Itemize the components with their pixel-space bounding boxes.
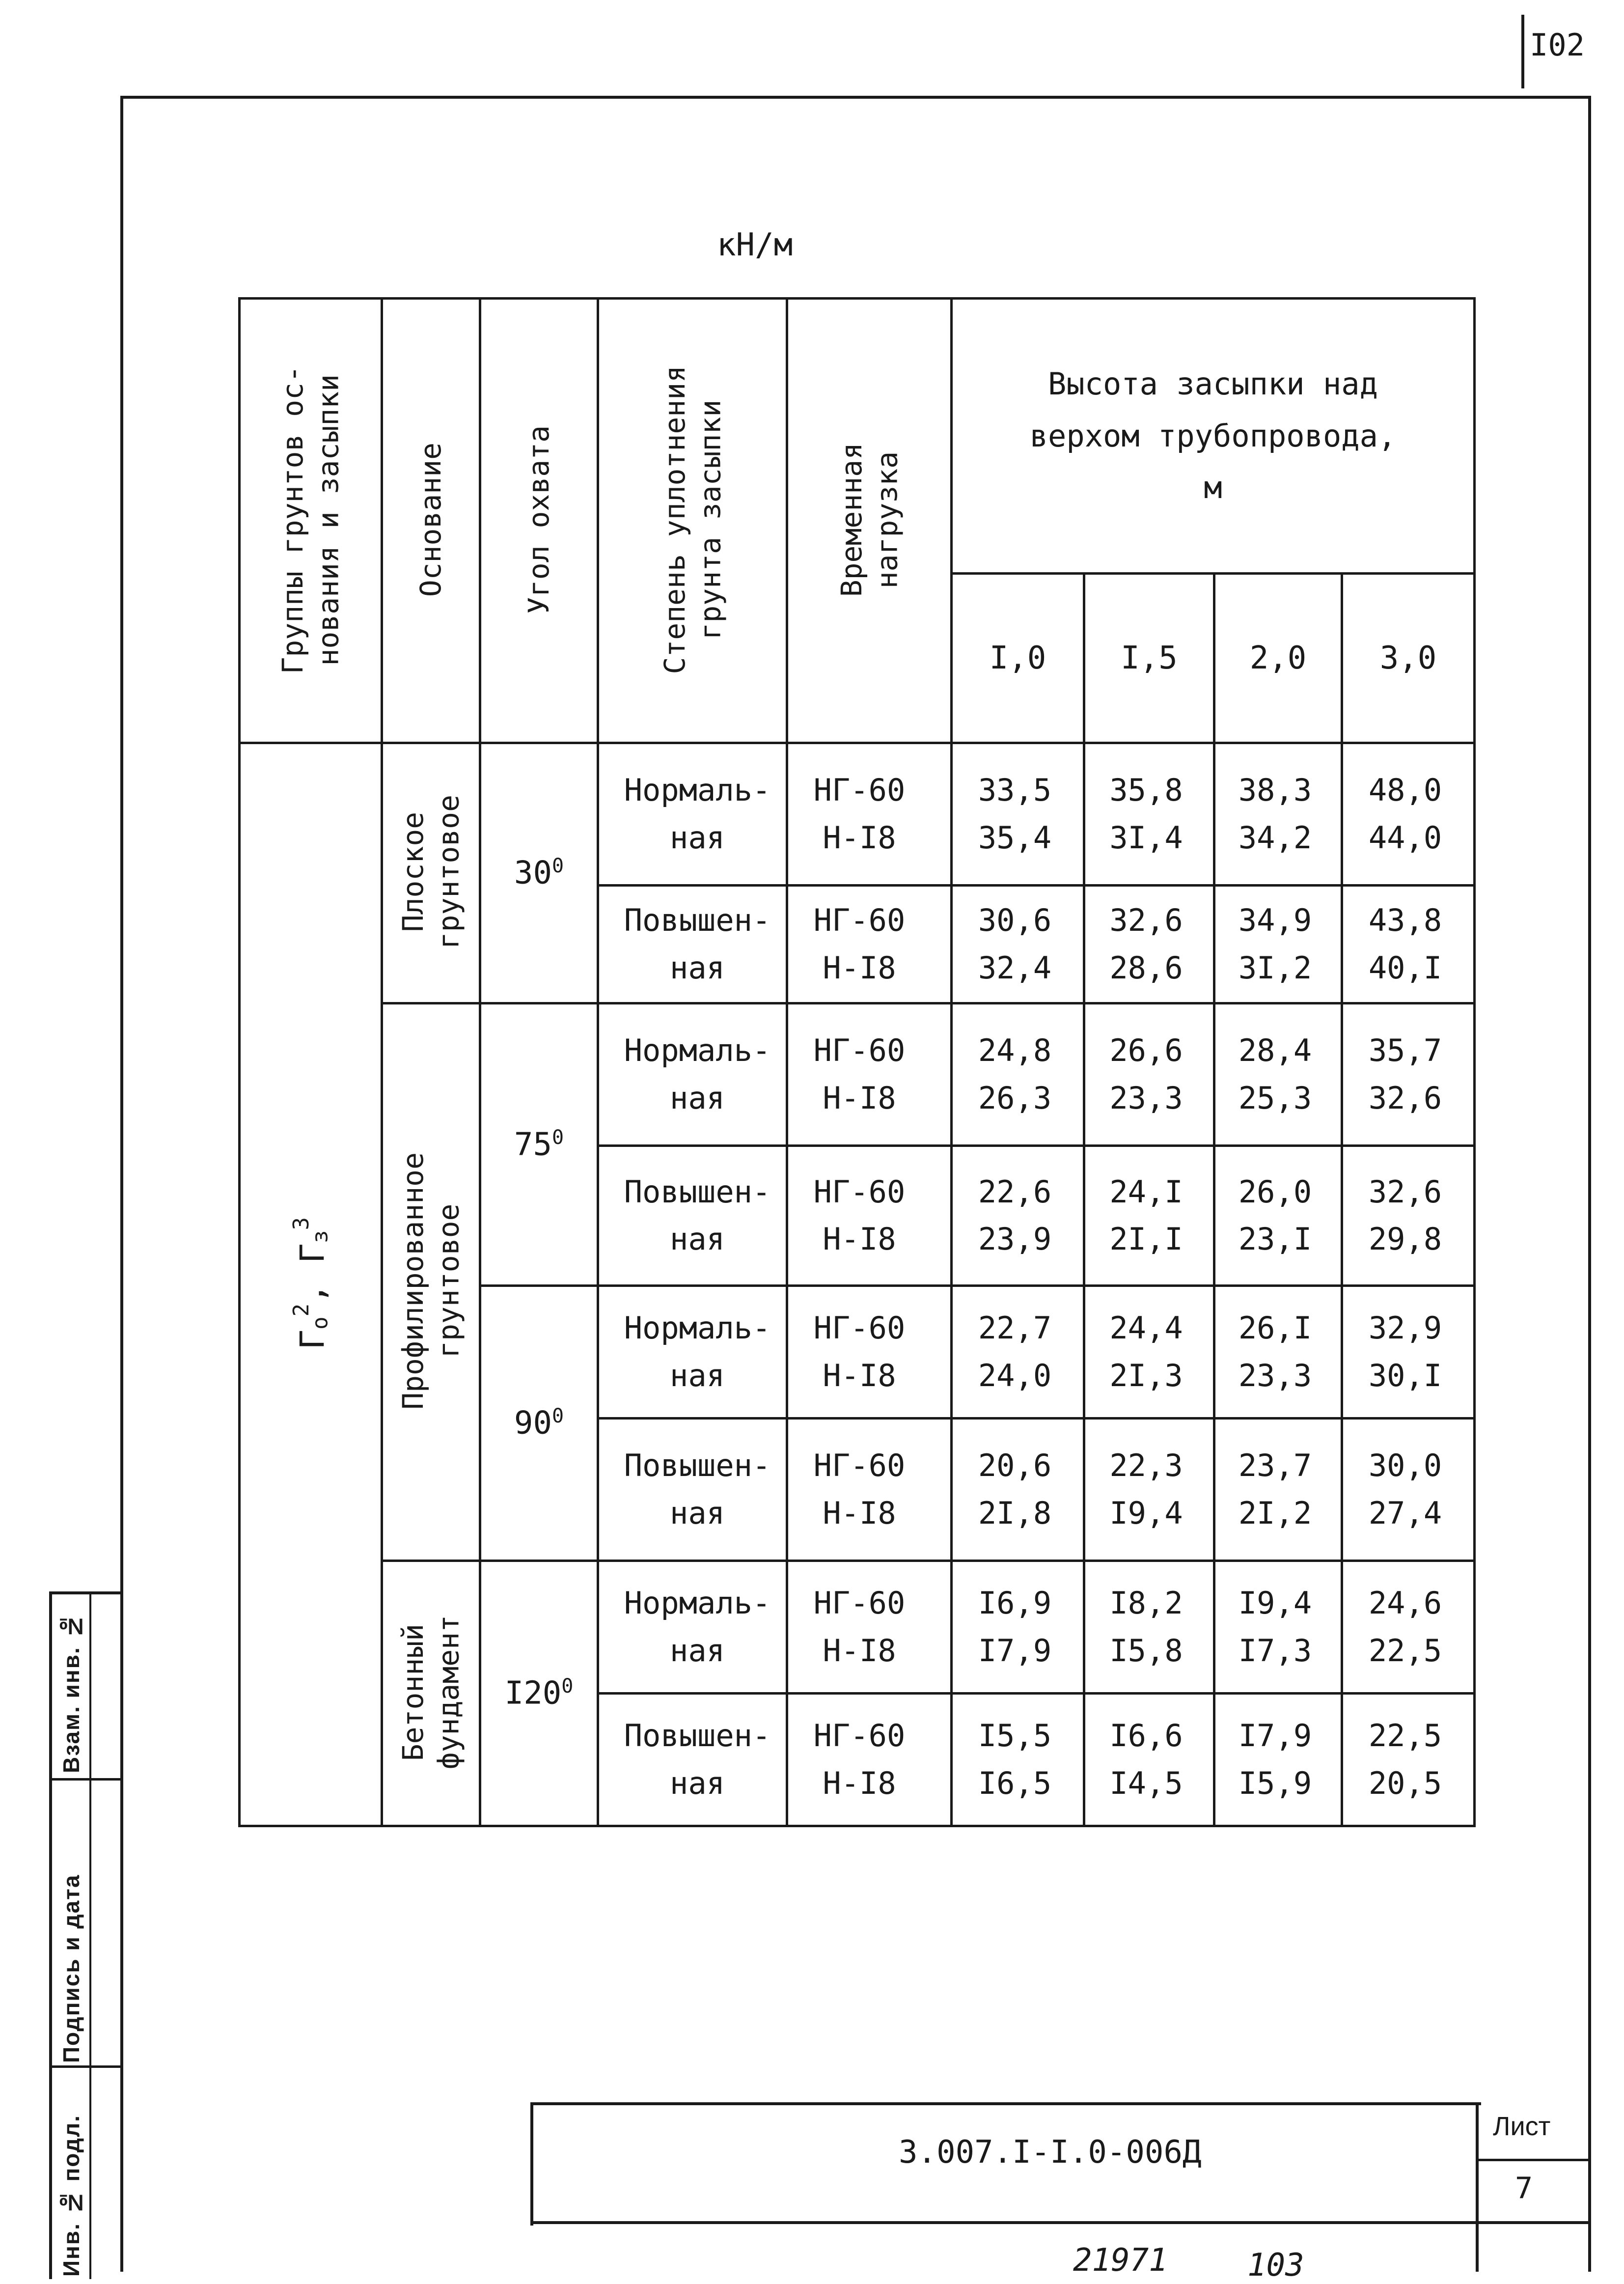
header-height-2: I,5 <box>1084 574 1214 743</box>
soil-group-cell: $Г_о^2$, $Г_з^3$ <box>240 743 382 1826</box>
side-strip-border <box>49 1591 123 1594</box>
compaction-normal: Нормаль- ная <box>598 743 787 886</box>
value-cell: 35,7 32,6 <box>1342 1003 1475 1146</box>
angle-90: $90^0$ <box>480 1286 598 1561</box>
compaction-high: Повышен- ная <box>598 1146 787 1286</box>
base-flat: Плоское грунтовое <box>382 743 480 1003</box>
sheet-label: Лист <box>1493 2112 1551 2141</box>
header-compaction: Степень уплотнения грунта засыпки <box>598 299 787 743</box>
side-col-divider <box>89 1591 91 2279</box>
value-cell: 24,I 2I,I <box>1084 1146 1214 1286</box>
angle-30: $30^0$ <box>480 743 598 1003</box>
value-cell: 34,9 3I,2 <box>1214 886 1342 1003</box>
load-cell: НГ-60 Н-I8 <box>787 1003 952 1146</box>
compaction-normal: Нормаль- ная <box>598 1286 787 1419</box>
value-cell: 35,8 3I,4 <box>1084 743 1214 886</box>
header-height-title: Высота засыпки над верхом трубопровода, м <box>952 299 1475 574</box>
value-cell: 32,6 29,8 <box>1342 1146 1475 1286</box>
side-label-inv: Инв. № подл. <box>58 2115 84 2277</box>
value-cell: 32,6 28,6 <box>1084 886 1214 1003</box>
side-divider-1 <box>49 1778 123 1781</box>
base-concrete: Бетонный фундамент <box>382 1561 480 1826</box>
side-label-sign: Подпись и дата <box>58 1874 84 2063</box>
compaction-high: Повышен- ная <box>598 1694 787 1826</box>
compaction-normal: Нормаль- ная <box>598 1003 787 1146</box>
document-code: 3.007.I-I.0-006Д <box>899 2134 1202 2171</box>
value-cell: 23,7 2I,2 <box>1214 1419 1342 1561</box>
side-strip-left <box>49 1591 52 2279</box>
angle-120: $I20^0$ <box>480 1561 598 1826</box>
value-cell: 22,7 24,0 <box>952 1286 1084 1419</box>
header-angle: Угол охвата <box>480 299 598 743</box>
load-cell: НГ-60 Н-I8 <box>787 1561 952 1694</box>
value-cell: 28,4 25,3 <box>1214 1003 1342 1146</box>
base-profiled: Профилированное грунтовое <box>382 1003 480 1561</box>
value-cell: 32,9 30,I <box>1342 1286 1475 1419</box>
value-cell: 26,I 23,3 <box>1214 1286 1342 1419</box>
load-cell: НГ-60 Н-I8 <box>787 743 952 886</box>
value-cell: I6,9 I7,9 <box>952 1561 1084 1694</box>
value-cell: 38,3 34,2 <box>1214 743 1342 886</box>
value-cell: 24,8 26,3 <box>952 1003 1084 1146</box>
value-cell: I8,2 I5,8 <box>1084 1561 1214 1694</box>
compaction-normal: Нормаль- ная <box>598 1561 787 1694</box>
sheet-number: 7 <box>1515 2171 1533 2205</box>
page-number: I02 <box>1530 27 1585 63</box>
value-cell: 22,6 23,9 <box>952 1146 1084 1286</box>
value-cell: I6,6 I4,5 <box>1084 1694 1214 1826</box>
load-cell: НГ-60 Н-I8 <box>787 1146 952 1286</box>
header-base: Основание <box>382 299 480 743</box>
value-cell: 30,0 27,4 <box>1342 1419 1475 1561</box>
value-cell: 24,6 22,5 <box>1342 1561 1475 1694</box>
frame-left <box>120 96 123 2272</box>
stamp-sheet-divider-v <box>1476 2102 1479 2272</box>
value-cell: 24,4 2I,3 <box>1084 1286 1214 1419</box>
page-number-divider <box>1521 15 1524 88</box>
stamp-bottom <box>530 2221 1591 2224</box>
header-temp-load: Временная нагрузка <box>787 299 952 743</box>
value-cell: 20,6 2I,8 <box>952 1419 1084 1561</box>
load-cell: НГ-60 Н-I8 <box>787 886 952 1003</box>
load-cell: НГ-60 Н-I8 <box>787 1286 952 1419</box>
side-label-replace: Взам. инв. № <box>58 1613 84 1773</box>
compaction-high: Повышен- ная <box>598 886 787 1003</box>
compaction-high: Повышен- ная <box>598 1419 787 1561</box>
header-height-4: 3,0 <box>1342 574 1475 743</box>
value-cell: 33,5 35,4 <box>952 743 1084 886</box>
header-height-3: 2,0 <box>1214 574 1342 743</box>
stamp-sheet-divider-h <box>1476 2159 1590 2161</box>
load-table <box>238 297 1476 1827</box>
value-cell: 22,3 I9,4 <box>1084 1419 1214 1561</box>
value-cell: 26,6 23,3 <box>1084 1003 1214 1146</box>
value-cell: 48,0 44,0 <box>1342 743 1475 886</box>
header-soil-groups: Группы грунтов ос- нования и засыпки <box>240 299 382 743</box>
value-cell: 30,6 32,4 <box>952 886 1084 1003</box>
frame-top <box>122 96 1590 99</box>
load-cell: НГ-60 Н-I8 <box>787 1694 952 1826</box>
side-divider-2 <box>49 2065 123 2068</box>
bottom-handwritten-number: 21971 <box>1073 2242 1168 2279</box>
value-cell: 43,8 40,I <box>1342 886 1475 1003</box>
angle-75: $75^0$ <box>480 1003 598 1286</box>
value-cell: I7,9 I5,9 <box>1214 1694 1342 1826</box>
load-cell: НГ-60 Н-I8 <box>787 1419 952 1561</box>
value-cell: I5,5 I6,5 <box>952 1694 1084 1826</box>
value-cell: I9,4 I7,3 <box>1214 1561 1342 1694</box>
header-height-1: I,0 <box>952 574 1084 743</box>
units-label: кН/м <box>717 227 793 263</box>
frame-right <box>1588 96 1591 2272</box>
value-cell: 22,5 20,5 <box>1342 1694 1475 1826</box>
value-cell: 26,0 23,I <box>1214 1146 1342 1286</box>
bottom-handwritten-page: 103 <box>1247 2247 1304 2284</box>
